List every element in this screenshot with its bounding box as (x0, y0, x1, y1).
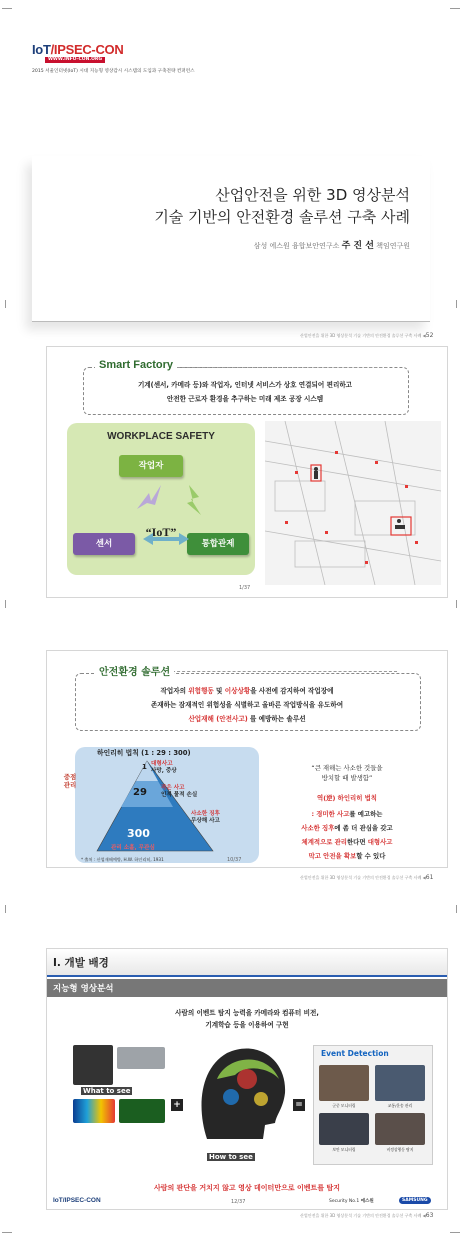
crop-mark (456, 905, 457, 913)
tier-1-desc: 대형사고 사망, 중상 (151, 761, 177, 774)
slide-safety-solution (46, 650, 448, 868)
definition-line2: 안전한 근로자 환경을 추구하는 미래 제조 공장 시스템 (166, 395, 324, 403)
node-worker: 작업자 (119, 455, 183, 477)
event-thumb-abnormal (375, 1113, 425, 1145)
intro-line2: 기계학습 등을 이용하여 구현 (205, 1021, 289, 1029)
workplace-safety-title: WORKPLACE SAFETY (107, 431, 215, 442)
crop-mark (456, 600, 457, 608)
logo-url: WWW.INFO-CON.ORG (45, 57, 105, 63)
crop-mark (5, 600, 6, 608)
iot-label: “IoT” (145, 525, 177, 539)
slide-title: Smart Factory (95, 359, 177, 371)
source-note: * 출처 : 산업재해예방, H.W. 하인리히, 1931 (81, 857, 164, 862)
slide-number: 1/37 (239, 585, 251, 591)
solution-line1: 작업자의 위험행동 및 이상상황을 사전에 감지하여 작업장에 (160, 687, 334, 695)
solution-line3: 산업재해 (안전사고) 를 예방하는 솔루션 (188, 715, 306, 723)
divider (177, 367, 387, 368)
slide-background (46, 948, 448, 1210)
heatmap-image (73, 1099, 115, 1123)
definition-box (83, 367, 409, 415)
slide-number: 10/37 (227, 857, 242, 863)
section-title: I. 개발 배경 (53, 957, 109, 969)
tier-29: 29 (133, 787, 147, 798)
node-control: 통합관제 (187, 533, 249, 555)
what-to-see-label: What to see (83, 1087, 131, 1095)
crop-mark (2, 1232, 12, 1233)
slide-title: 안전환경 솔루션 (95, 663, 174, 678)
how-to-see-label: How to see (209, 1153, 253, 1161)
reverse-line1: : 경미한 사고를 예고하는 (311, 810, 383, 818)
definition-line1: 기계(센서, 카메라 등)와 작업자, 인터넷 서비스가 상호 연결되어 편리하고 (137, 381, 353, 389)
head-image (187, 1039, 291, 1149)
tier-300-cause: 관리 소홀, 무관심 (111, 845, 155, 851)
author-name: 주 진 선 (341, 241, 374, 251)
reverse-heinrich-title: 역(逆) 하인리히 법칙 (317, 794, 377, 802)
subsection-title: 지능형 영상분석 (53, 984, 114, 994)
depth-image (119, 1099, 165, 1123)
camera-image (117, 1047, 165, 1069)
article-title-line2: 기술 기반의 안전환경 솔루션 구축 사례 (154, 208, 410, 226)
focus-label: 중점관리 (63, 773, 77, 789)
quote-line2: 방치할 때 발생함” (321, 774, 373, 782)
plus-icon: + (171, 1099, 183, 1111)
article-title-box (32, 156, 430, 322)
cycle-arrows (67, 423, 255, 575)
reverse-line4: 막고 안전을 확보할 수 있다 (308, 852, 386, 860)
footer-brand: Security No.1 에스원 (329, 1199, 374, 1204)
intro-line1: 사람의 이벤트 탐지 능력을 카메라와 컴퓨터 비전, (175, 1009, 319, 1017)
conference-name: 2015 서울인터넷(IoT) 시대 지능형 영상감시 시스템의 도입과 구축전략 컨퍼런스 (32, 69, 195, 74)
equals-icon: = (293, 1099, 305, 1111)
crop-mark (2, 8, 12, 9)
event-thumb-security (319, 1113, 369, 1145)
crop-mark (456, 300, 457, 308)
event-thumb-crowd (319, 1065, 369, 1101)
tier-1: 1 (142, 763, 147, 771)
samsung-logo: SAMSUNG (399, 1197, 431, 1204)
reverse-line3: 체계적으로 관리한다면 대형사고 (301, 838, 393, 846)
slide-smart-factory (46, 346, 448, 598)
factory-illustration (265, 421, 441, 585)
author-line: 삼성 에스원 융합보안연구소 주 진 선 책임연구원 (253, 241, 410, 251)
crop-mark (450, 1232, 460, 1233)
crop-mark (5, 905, 6, 913)
reverse-line2: 사소한 징후에 좀 더 관심을 갖고 (301, 824, 393, 832)
slide-number: 12/37 (231, 1199, 246, 1205)
event-detection-title: Event Detection (321, 1049, 389, 1058)
tier-29-desc: 작은 사고 인적 물적 손실 (161, 785, 198, 798)
crop-mark (5, 300, 6, 308)
event-label: 교통/운송 관리 (387, 1103, 413, 1108)
article-title-line1: 산업안전을 위한 3D 영상분석 (215, 186, 410, 204)
chair-image (73, 1045, 113, 1085)
event-thumb-traffic (375, 1065, 425, 1101)
tier-300: 300 (127, 827, 150, 840)
conference-logo: IoT/IPSEC-CON (32, 42, 124, 57)
page-footer: 산업안전을 위한 3D 영상분석 기술 기반의 안전환경 솔루션 구축 사례 ◀52 (300, 332, 434, 339)
tier-300-desc: 사소한 징후 무상해 사고 (191, 811, 220, 824)
page-footer: 산업안전을 위한 3D 영상분석 기술 기반의 안전환경 솔루션 구축 사례 ◀63 (300, 1212, 434, 1219)
divider (167, 671, 397, 672)
solution-line2: 존재하는 잠재적인 위험성을 식별하고 올바른 작업방식을 유도하여 (150, 701, 344, 709)
heinrich-title: 하인리히 법칙 (1 : 29 : 300) (97, 749, 191, 757)
crop-mark (450, 8, 460, 9)
conclusion-text: 사람의 판단을 거치지 않고 영상 데이터만으로 이벤트를 탐지 (153, 1184, 341, 1192)
quote-line1: “큰 재해는 사소한 것들을 (311, 764, 383, 772)
node-sensor: 센서 (73, 533, 135, 555)
page-footer: 산업안전을 위한 3D 영상분석 기술 기반의 안전환경 솔루션 구축 사례 ◀61 (300, 874, 434, 881)
event-label: 보안 모니터링 (332, 1147, 356, 1152)
footer-logo: IoT/IPSEC-CON (53, 1197, 101, 1204)
event-label: 비정상행동 탐지 (386, 1147, 414, 1152)
event-label: 군중 모니터링 (332, 1103, 356, 1108)
